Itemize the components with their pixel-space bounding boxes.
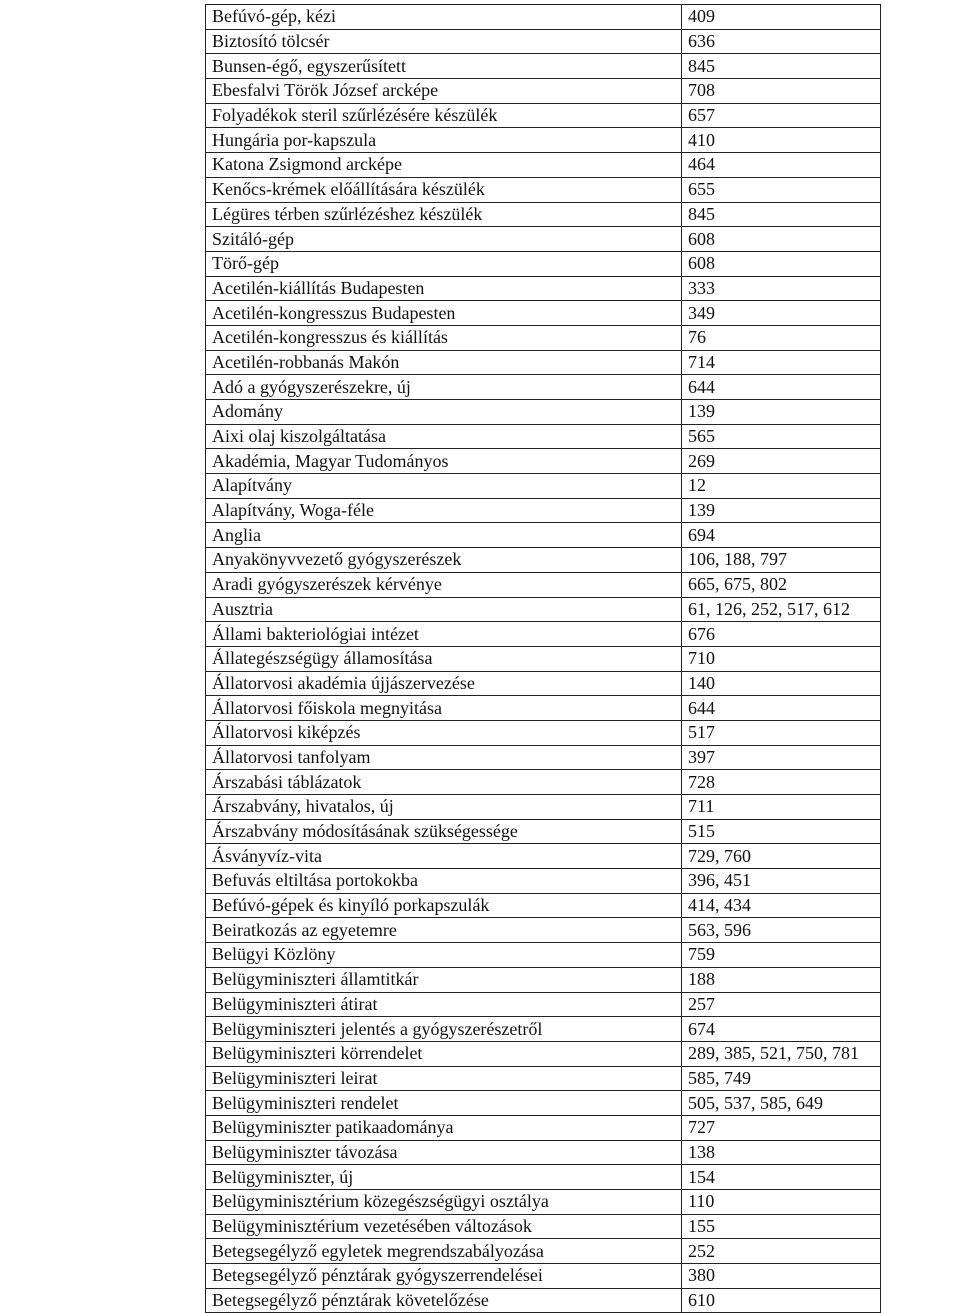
index-term: Állatorvosi kiképzés	[206, 720, 682, 745]
table-row	[206, 325, 881, 350]
table-row	[206, 819, 881, 844]
table-row	[206, 103, 881, 128]
index-term: Légüres térben szűrlézéshez készülék	[206, 202, 682, 227]
index-term: Belügyminiszteri jelentés a gyógyszerészetről	[206, 1017, 682, 1042]
page-numbers: 563, 596	[682, 918, 881, 943]
table-row	[206, 276, 881, 301]
page-numbers: 610	[682, 1288, 881, 1313]
page-numbers: 759	[682, 943, 881, 968]
page-numbers: 608	[682, 251, 881, 276]
table-row	[206, 597, 881, 622]
page-numbers: 139	[682, 400, 881, 425]
page-numbers: 708	[682, 79, 881, 104]
index-term: Acetilén-kongresszus Budapesten	[206, 301, 682, 326]
table-row	[206, 5, 881, 30]
index-term: Belügyminiszteri körrendelet	[206, 1041, 682, 1066]
index-term: Betegsegélyző egyletek megrendszabályozása	[206, 1239, 682, 1264]
table-row	[206, 301, 881, 326]
page-numbers: 505, 537, 585, 649	[682, 1091, 881, 1116]
index-table	[205, 4, 881, 1313]
page-numbers: 644	[682, 375, 881, 400]
index-term: Acetilén-kiállítás Budapesten	[206, 276, 682, 301]
table-row	[206, 1165, 881, 1190]
index-term: Bunsen-égő, egyszerűsített	[206, 54, 682, 79]
index-term: Befúvó-gépek és kinyíló porkapszulák	[206, 893, 682, 918]
table-row	[206, 572, 881, 597]
page-numbers: 380	[682, 1264, 881, 1289]
table-row	[206, 1066, 881, 1091]
page-numbers: 61, 126, 252, 517, 612	[682, 597, 881, 622]
page-numbers: 729, 760	[682, 844, 881, 869]
table-row	[206, 548, 881, 573]
page-numbers: 252	[682, 1239, 881, 1264]
index-term: Belügyminisztérium vezetésében változások	[206, 1214, 682, 1239]
table-row	[206, 79, 881, 104]
page-numbers: 409	[682, 5, 881, 30]
table-row	[206, 251, 881, 276]
page-numbers: 110	[682, 1190, 881, 1215]
index-term: Belügyminiszter, új	[206, 1165, 682, 1190]
index-term: Betegsegélyző pénztárak gyógyszerrendelései	[206, 1264, 682, 1289]
index-term: Betegsegélyző pénztárak követelőzése	[206, 1288, 682, 1313]
index-term: Biztosító tölcsér	[206, 29, 682, 54]
page-numbers: 585, 749	[682, 1066, 881, 1091]
page-numbers: 674	[682, 1017, 881, 1042]
page-numbers: 410	[682, 128, 881, 153]
table-row	[206, 227, 881, 252]
page-numbers: 289, 385, 521, 750, 781	[682, 1041, 881, 1066]
table-row	[206, 1190, 881, 1215]
index-term: Belügyminiszter távozása	[206, 1140, 682, 1165]
index-term: Állategészségügy államosítása	[206, 646, 682, 671]
page-numbers: 140	[682, 671, 881, 696]
page-numbers: 710	[682, 646, 881, 671]
index-term: Szitáló-gép	[206, 227, 682, 252]
table-row	[206, 671, 881, 696]
table-row	[206, 622, 881, 647]
index-term: Befúvó-gép, kézi	[206, 5, 682, 30]
page-numbers: 636	[682, 29, 881, 54]
index-term: Belügyi Közlöny	[206, 943, 682, 968]
table-row	[206, 1264, 881, 1289]
table-row	[206, 869, 881, 894]
index-term: Belügyminiszteri átirat	[206, 992, 682, 1017]
table-row	[206, 523, 881, 548]
table-row	[206, 177, 881, 202]
table-row	[206, 128, 881, 153]
index-term: Törő-gép	[206, 251, 682, 276]
index-term: Beiratkozás az egyetemre	[206, 918, 682, 943]
table-row	[206, 720, 881, 745]
index-term: Állatorvosi főiskola megnyitása	[206, 696, 682, 721]
page-numbers: 12	[682, 474, 881, 499]
table-row	[206, 918, 881, 943]
index-term: Anyakönyvvezető gyógyszerészek	[206, 548, 682, 573]
index-term: Árszabvány, hivatalos, új	[206, 795, 682, 820]
index-term: Ausztria	[206, 597, 682, 622]
index-term: Állatorvosi akadémia újjászervezése	[206, 671, 682, 696]
index-term: Belügyminiszter patikaadománya	[206, 1115, 682, 1140]
index-term: Acetilén-kongresszus és kiállítás	[206, 325, 682, 350]
page-numbers: 397	[682, 745, 881, 770]
table-row	[206, 795, 881, 820]
page-numbers: 845	[682, 54, 881, 79]
table-row	[206, 424, 881, 449]
table-row	[206, 893, 881, 918]
page-numbers: 845	[682, 202, 881, 227]
page-numbers: 155	[682, 1214, 881, 1239]
index-term: Kenőcs-krémek előállítására készülék	[206, 177, 682, 202]
table-row	[206, 1017, 881, 1042]
index-term: Árszabvány módosításának szükségessége	[206, 819, 682, 844]
index-term: Belügyminiszteri rendelet	[206, 1091, 682, 1116]
index-term: Aradi gyógyszerészek kérvénye	[206, 572, 682, 597]
index-table-body	[206, 5, 881, 1313]
table-row	[206, 54, 881, 79]
page-numbers: 608	[682, 227, 881, 252]
page-numbers: 655	[682, 177, 881, 202]
table-row	[206, 844, 881, 869]
page-numbers: 138	[682, 1140, 881, 1165]
index-term: Belügyminisztérium közegészségügyi osztálya	[206, 1190, 682, 1215]
index-term: Ásványvíz-vita	[206, 844, 682, 869]
page-numbers: 333	[682, 276, 881, 301]
page-numbers: 396, 451	[682, 869, 881, 894]
table-row	[206, 745, 881, 770]
index-term: Belügyminiszteri leirat	[206, 1066, 682, 1091]
index-term: Akadémia, Magyar Tudományos	[206, 449, 682, 474]
page-numbers: 657	[682, 103, 881, 128]
page-numbers: 188	[682, 967, 881, 992]
index-term: Anglia	[206, 523, 682, 548]
index-term: Acetilén-robbanás Makón	[206, 350, 682, 375]
index-term: Hungária por-kapszula	[206, 128, 682, 153]
table-row	[206, 770, 881, 795]
table-row	[206, 350, 881, 375]
page-numbers: 714	[682, 350, 881, 375]
index-term: Alapítvány, Woga-féle	[206, 498, 682, 523]
page-numbers: 665, 675, 802	[682, 572, 881, 597]
index-term: Árszabási táblázatok	[206, 770, 682, 795]
index-term: Aixi olaj kiszolgáltatása	[206, 424, 682, 449]
page-numbers: 727	[682, 1115, 881, 1140]
page-numbers: 515	[682, 819, 881, 844]
page-numbers: 139	[682, 498, 881, 523]
index-term: Adomány	[206, 400, 682, 425]
index-term: Befuvás eltiltása portokokba	[206, 869, 682, 894]
table-row	[206, 29, 881, 54]
table-row	[206, 646, 881, 671]
table-row	[206, 1288, 881, 1313]
page-numbers: 694	[682, 523, 881, 548]
index-term: Állatorvosi tanfolyam	[206, 745, 682, 770]
index-term: Ebesfalvi Török József arcképe	[206, 79, 682, 104]
page-numbers: 728	[682, 770, 881, 795]
page-numbers: 517	[682, 720, 881, 745]
table-row	[206, 153, 881, 178]
page-numbers: 257	[682, 992, 881, 1017]
page-numbers: 676	[682, 622, 881, 647]
page-numbers: 269	[682, 449, 881, 474]
index-term: Adó a gyógyszerészekre, új	[206, 375, 682, 400]
table-row	[206, 474, 881, 499]
page-numbers: 464	[682, 153, 881, 178]
table-row	[206, 1115, 881, 1140]
table-row	[206, 400, 881, 425]
table-row	[206, 1091, 881, 1116]
table-row	[206, 375, 881, 400]
table-row	[206, 1041, 881, 1066]
index-term: Belügyminiszteri államtitkár	[206, 967, 682, 992]
table-row	[206, 1214, 881, 1239]
index-term: Katona Zsigmond arcképe	[206, 153, 682, 178]
table-row	[206, 449, 881, 474]
table-row	[206, 992, 881, 1017]
page-numbers: 154	[682, 1165, 881, 1190]
index-term: Alapítvány	[206, 474, 682, 499]
page-numbers: 349	[682, 301, 881, 326]
index-term: Folyadékok steril szűrlézésére készülék	[206, 103, 682, 128]
page-numbers: 76	[682, 325, 881, 350]
page-numbers: 711	[682, 795, 881, 820]
table-row	[206, 967, 881, 992]
table-row	[206, 202, 881, 227]
page-numbers: 565	[682, 424, 881, 449]
page-numbers: 414, 434	[682, 893, 881, 918]
table-row	[206, 498, 881, 523]
page-numbers: 644	[682, 696, 881, 721]
page-numbers: 106, 188, 797	[682, 548, 881, 573]
table-row	[206, 943, 881, 968]
table-row	[206, 1140, 881, 1165]
table-row	[206, 696, 881, 721]
index-term: Állami bakteriológiai intézet	[206, 622, 682, 647]
table-row	[206, 1239, 881, 1264]
